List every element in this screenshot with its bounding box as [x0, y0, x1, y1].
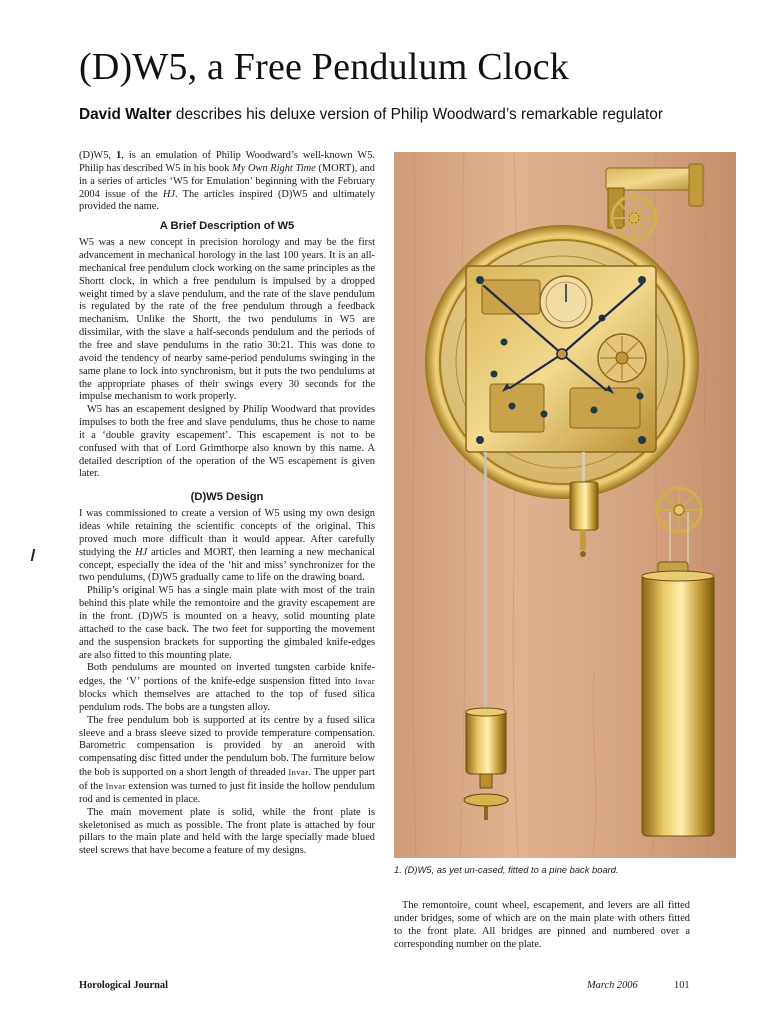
s2p1-text-a: I was commissioned to create a version of W5 using my own design ideas while retaining the scientific concepts of the original. This proved much more difficult than it would appear. After carefully studying the — [79, 508, 375, 558]
section2-paragraph-2: Philip’s original W5 has a single main plate with most of the train behind this plate while the remontoire and the gravity escapement are in the front. (D)W5 is mounted on a heavy, solid mounting plate attached to the case back. The two feet for supporting the movement and the suspension brackets for supporting the gimbaled knife-edges are also fitted to this mounting plate. — [79, 585, 375, 661]
journal-abbr: HJ — [162, 188, 175, 200]
invar-term: Invar — [288, 767, 309, 778]
right-column-paragraph: The remontoire, count wheel, escapement, and levers are all fitted under bridges, some of which are on the main plate with others fitted to the front plate. All bridges are pinned and numbered over a corresponding number on the plate. — [394, 900, 690, 950]
invar-term: Invar — [354, 676, 375, 687]
subtitle-text: describes his deluxe version of Philip Woodward’s remarkable regulator — [171, 106, 663, 123]
intro-text-b: , is an emulation of Philip Woodward’s well-known W5. Philip has described W5 in his book — [79, 150, 375, 174]
clock-photograph — [394, 152, 736, 858]
figure-caption: 1. (D)W5, as yet un-cased, fitted to a pine back board. — [394, 864, 619, 875]
margin-mark — [31, 549, 36, 561]
journal-abbr-2: HJ — [135, 546, 148, 558]
intro-paragraph — [79, 150, 375, 214]
section-heading-dw5-design: (D)W5 Design — [190, 491, 264, 504]
intro-text-c: (MORT), and in a series of articles ‘W5 for Emulation’ beginning with the February 2004 issue of the — [79, 162, 375, 200]
book-title: My Own Right Time — [232, 162, 316, 174]
article-subtitle — [79, 104, 719, 126]
figure-reference: 1 — [116, 150, 122, 161]
section2-paragraph-4 — [79, 715, 375, 807]
s2p4-text-c: extension was turned to just fit inside the hollow pendulum rod and is cemented in place. — [79, 780, 375, 805]
section1-paragraph-1: W5 was a new concept in precision horology and may be the first advancement in mechanical horology in the last 100 years. It is an all-mechanical free pendulum clock working on the same principles as the Shortt clock, in which a free pendulum is impulsed by a dropped weight timed by a slave pendulum, and the rate of the slave pendulum is regulated by the rate of the free pendulum through a feedback mechanism. Unlike the Shortt, the two pendulums in W5 are dissimilar, with the slave a half-seconds pendulum and the periods of the free and slave pendulums in the ratio 30:21. This was done to avoid the tendency of nearby same-period pendulums swinging in the same plane to lock into synchronism, but it puts the two pendulums at the appropriate phases of their swings every 30 seconds for the impulse mechanism to work properly. — [79, 237, 375, 403]
s2p3-text-b: blocks which themselves are attached to the top of fused silica pendulum rods. The bobs are a tungsten alloy. — [79, 689, 375, 713]
section2-paragraph-5: The main movement plate is solid, while the front plate is skeletonised as much as possible. The front plate is attached by four pillars to the main plate and held with the large specially made blued steel screws that have become a feature of my designs. — [79, 806, 375, 857]
clock-illustration — [394, 152, 736, 858]
section1-paragraph-2: W5 has an escapement designed by Philip Woodward that provides impulses to both the free and slave pendulums, thus he chose to name it a ‘double gravity escapement’. This escapement is not to be confused with that of Lord Grimthorpe also known by this name. A detailed description of the operation of the W5 escapement is given later. — [79, 404, 375, 480]
footer-date: March 2006 — [587, 980, 638, 991]
article-title: (D)W5, a Free Pendulum Clock — [79, 46, 569, 88]
section2-paragraph-1 — [79, 508, 375, 585]
s2p4-text-b: . The upper part of the — [79, 767, 375, 792]
intro-text-d: . The articles inspired (D)W5 and ultimately provided the name. — [79, 188, 375, 213]
section2-paragraph-3 — [79, 662, 375, 714]
s2p1-text-b: articles and MORT, then learning a new mechanical concept, especially the idea of the ‘hit and miss’ synchronizer for the two pendulums, (D)W5 gradually came to life on the drawing board. — [79, 546, 375, 584]
section-heading-brief-description: A Brief Description of W5 — [159, 220, 295, 233]
intro-text-a: (D)W5, — [79, 150, 117, 161]
page-number: 101 — [674, 980, 690, 991]
author-name: David Walter — [79, 106, 172, 123]
left-column — [79, 150, 375, 858]
right-column-text — [394, 899, 690, 951]
s2p4-text-a: The free pendulum bob is supported at its centre by a fused silica sleeve and a brass sleeve sized to provide temperature compensation. Barometric compensation is provided by an aneroid with compensating disc fitted under the pendulum bob. The furniture below the bob is supported on a short length of threaded — [79, 714, 375, 779]
invar-term: Invar — [105, 780, 126, 791]
s2p3-text-a: Both pendulums are mounted on inverted tungsten carbide knife-edges, the ‘V’ portions of the knife-edge suspension fitted into — [79, 662, 375, 688]
footer-journal: Horological Journal — [79, 980, 168, 991]
